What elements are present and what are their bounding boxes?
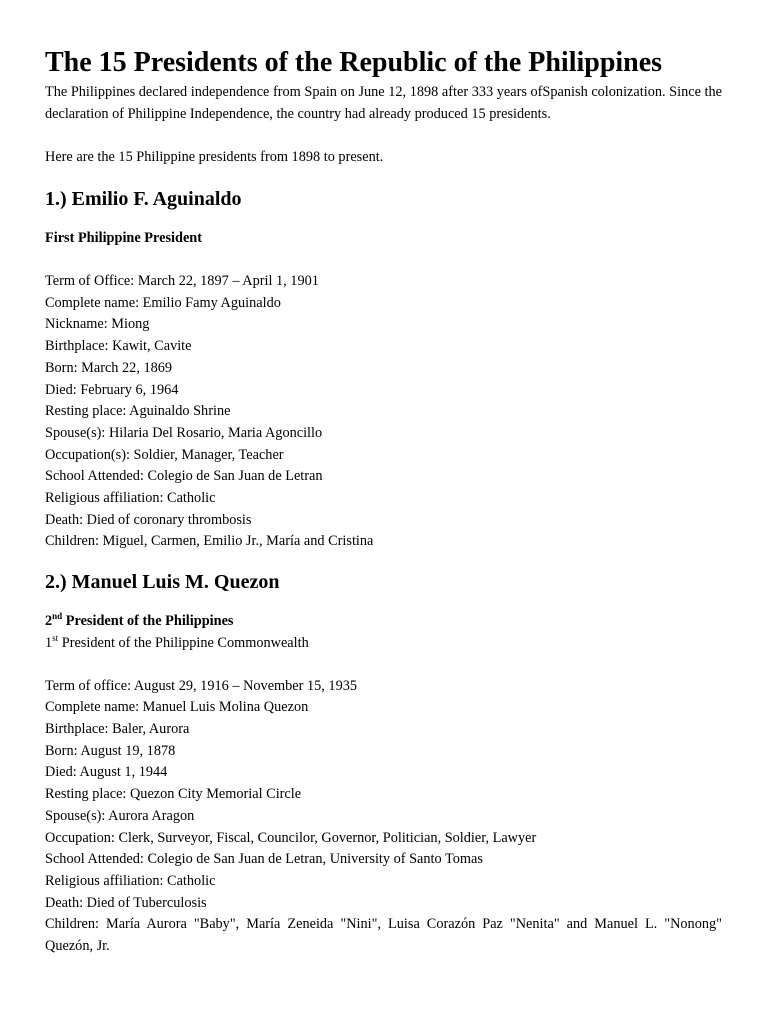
ordinal-suffix: st	[52, 632, 59, 643]
lead-paragraph: Here are the 15 Philippine presidents from 1898 to present.	[45, 148, 384, 165]
president-section-1	[45, 186, 722, 553]
subline-text: President of the Philippine Commonwealth	[58, 634, 309, 651]
ordinal-suffix: nd	[52, 611, 63, 622]
fact-item: Death: Died of Tuberculosis	[45, 894, 207, 911]
president-heading: 2.) Manuel Luis M. Quezon	[45, 571, 280, 594]
intro-paragraph: The Philippines declared independence from Spain on June 12, 1898 after 333 years ofSpanish colonization. Since the declaration of Philippine Independence, the country had already produced 15 presidents.	[45, 84, 722, 122]
fact-item: Nickname: Miong	[45, 316, 150, 333]
blank-line	[45, 125, 722, 147]
fact-item: Spouse(s): Hilaria Del Rosario, Maria Agoncillo	[45, 424, 323, 441]
fact-item: Occupation(s): Soldier, Manager, Teacher	[45, 446, 284, 463]
page-title: The 15 Presidents of the Republic of the Philippines	[45, 47, 663, 78]
fact-item: Religious affiliation: Catholic	[45, 490, 216, 507]
fact-item: School Attended: Colegio de San Juan de Letran	[45, 468, 323, 485]
fact-list	[45, 271, 722, 553]
president-heading: 1.) Emilio F. Aguinaldo	[45, 188, 242, 210]
section-gap	[45, 168, 722, 186]
ordinal-number: 1	[45, 634, 53, 651]
fact-item: Complete name: Emilio Famy Aguinaldo	[45, 294, 281, 311]
fact-item: Term of Office: March 22, 1897 – April 1, 1901	[45, 273, 319, 289]
fact-item: Term of office: August 29, 1916 – November 15, 1935	[45, 677, 358, 694]
fact-item: Children: Miguel, Carmen, Emilio Jr., María and Cristina	[45, 533, 374, 550]
fact-item: Religious affiliation: Catholic	[45, 872, 216, 889]
president-section-2	[45, 569, 722, 958]
section-gap	[45, 553, 722, 569]
fact-item: Died: February 6, 1964	[45, 381, 179, 398]
fact-item: Spouse(s): Aurora Aragon	[45, 807, 195, 824]
fact-item: Birthplace: Kawit, Cavite	[45, 338, 192, 355]
president-subtitle	[45, 611, 722, 633]
fact-item: Died: August 1, 1944	[45, 764, 168, 781]
fact-item: Resting place: Quezon City Memorial Circle	[45, 786, 302, 803]
subtitle-text: President of the Philippines	[62, 613, 234, 630]
fact-item: Occupation: Clerk, Surveyor, Fiscal, Councilor, Governor, Politician, Soldier, Lawyer	[45, 829, 537, 846]
president-subline	[45, 633, 722, 655]
fact-item: School Attended: Colegio de San Juan de Letran, University of Santo Tomas	[45, 851, 483, 868]
heading-gap	[45, 595, 722, 611]
fact-item: Death: Died of coronary thrombosis	[45, 511, 252, 528]
blank-line	[45, 250, 722, 272]
fact-item: Birthplace: Baler, Aurora	[45, 721, 190, 738]
fact-item: Resting place: Aguinaldo Shrine	[45, 403, 231, 420]
ordinal-number: 2	[45, 613, 53, 630]
blank-line	[45, 654, 722, 676]
president-subtitle: First Philippine President	[45, 230, 203, 246]
fact-item: Complete name: Manuel Luis Molina Quezon	[45, 699, 309, 716]
fact-item: Born: March 22, 1869	[45, 359, 173, 376]
heading-gap	[45, 212, 722, 228]
fact-item: Children: María Aurora "Baby", María Zeneida "Nini", Luisa Corazón Paz "Nenita" and Manuel L. "Nonong" Quezón, Jr.	[45, 916, 722, 955]
fact-item: Born: August 19, 1878	[45, 742, 176, 759]
fact-list	[45, 676, 722, 958]
